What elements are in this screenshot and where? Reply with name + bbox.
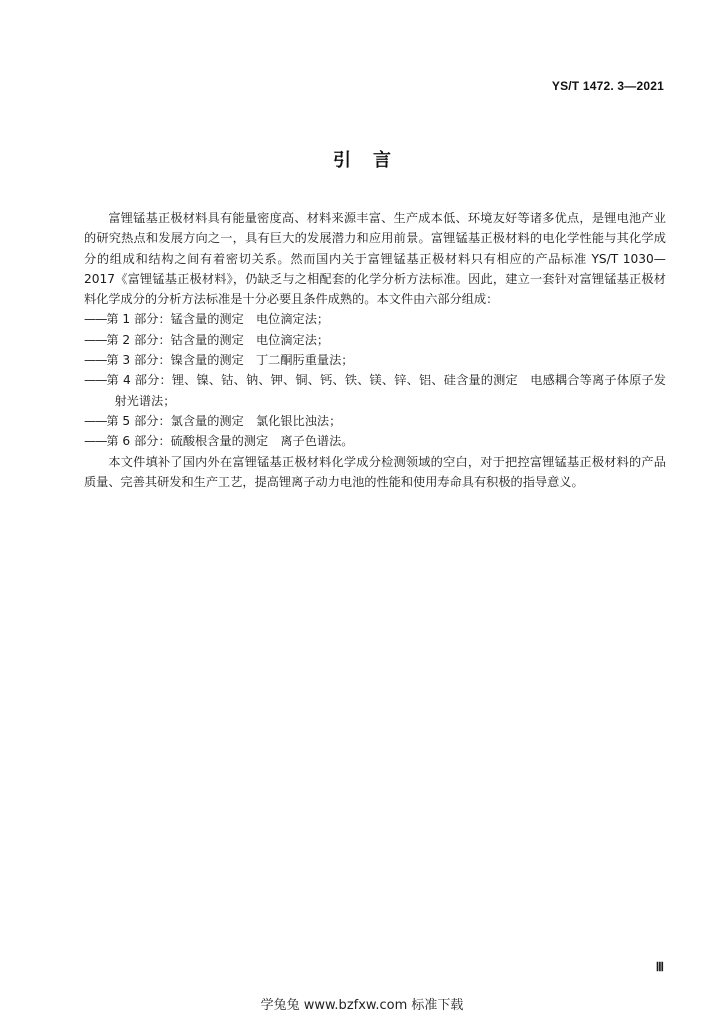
part-5-text: 第 5 部分：氯含量的测定 氯化银比浊法； — [106, 413, 342, 428]
introduction-body — [84, 208, 666, 492]
list-item — [84, 330, 666, 350]
intro-paragraph-2: 本文件填补了国内外在富锂锰基正极材料化学成分检测领域的空白，对于把控富锂锰基正极材料的产品质量、完善其研发和生产工艺，提高锂离子动力电池的性能和使用寿命具有积极的指导意义。 — [84, 454, 666, 489]
list-dash: —— — [84, 434, 107, 449]
intro-paragraph-1: 富锂锰基正极材料具有能量密度高、材料来源丰富、生产成本低、环境友好等诸多优点，是锂电池产业的研究热点和发展方向之一，具有巨大的发展潜力和应用前景。富锂锰基正极材料的电化学性能与其化学成分的组成和结构之间有着密切关系。然而国内关于富锂锰基正极材料只有相应的产品标准 YS/T 1030—2017《富锂锰基正极材料》，仍缺乏与之相配套的化学分析方法标准。因此，建立一套针对富锂锰基正极材料化学成分的分析方法标准是十分必要且条件成熟的。本文件由六部分组成： — [84, 211, 666, 307]
list-item — [84, 350, 666, 370]
list-dash: —— — [84, 332, 107, 347]
page-title: 引言 — [333, 150, 413, 171]
list-item — [84, 411, 666, 431]
list-dash: —— — [84, 373, 107, 388]
part-3-text: 第 3 部分：镍含量的测定 丁二酮肟重量法； — [106, 353, 354, 368]
footer-watermark: 学兔兔 www.bzfxw.com 标准下载 — [260, 998, 464, 1013]
list-item — [84, 370, 666, 411]
list-dash: —— — [84, 353, 107, 368]
part-2-text: 第 2 部分：钴含量的测定 电位滴定法； — [106, 332, 330, 347]
part-6-text: 第 6 部分：硫酸根含量的测定 离子色谱法。 — [106, 434, 354, 449]
list-dash: —— — [84, 413, 107, 428]
page-number: Ⅲ — [655, 960, 664, 974]
part-1-text: 第 1 部分：锰含量的测定 电位滴定法； — [106, 312, 330, 327]
document-code: YS/T 1472. 3—2021 — [551, 79, 664, 93]
part-4-text: 第 4 部分：锂、镍、钴、钠、钾、铜、钙、铁、镁、锌、铝、硅含量的测定 电感耦合等离子体原子发射光谱法； — [106, 373, 666, 408]
list-item — [84, 309, 666, 329]
list-item — [84, 431, 666, 451]
list-dash: —— — [84, 312, 107, 327]
